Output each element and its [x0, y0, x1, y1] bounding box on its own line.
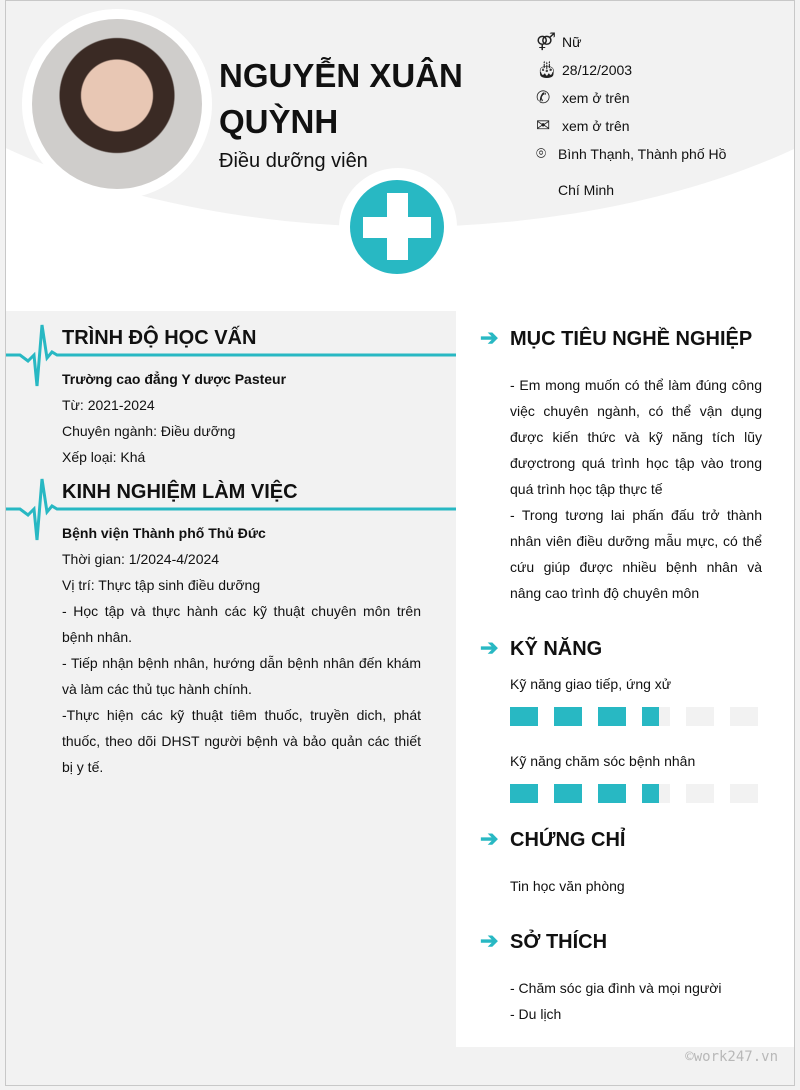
contact-text: xem ở trên [562, 118, 630, 134]
arrow-right-icon: ➔ [480, 635, 499, 660]
contact-text: Bình Thạnh, Thành phố Hồ Chí Minh [558, 146, 727, 198]
objective-line: - Em mong muốn có thể làm đúng công việc chuyên ngành, có thể vận dụng được kiến thức và kỹ năng tích lũy đượctrong quá trình học tập vào trong quá trình học tập thực tế [510, 377, 762, 497]
section-title: TRÌNH ĐỘ HỌC VẤN [62, 327, 257, 349]
arrow-right-icon: ➔ [480, 826, 499, 851]
medical-cross-icon [350, 180, 444, 274]
name-line-1: NGUYỄN XUÂN [219, 57, 463, 94]
certificate-item: Tin học văn phòng [510, 878, 625, 894]
contact-phone [536, 89, 738, 117]
education-period: Từ: 2021-2024 [62, 397, 155, 413]
avatar [22, 9, 212, 199]
contact-birthday [536, 61, 738, 89]
skill-level-segment [510, 707, 538, 726]
section-title: MỤC TIÊU NGHỀ NGHIỆP [510, 328, 753, 350]
skill-level-segment [686, 784, 714, 803]
contact-address [536, 145, 738, 208]
experience-line: - Tiếp nhận bệnh nhân, hướng dẫn bệnh nhân đến khám và làm các thủ tục hành chính. [62, 655, 421, 697]
medical-cross-badge [339, 168, 457, 286]
skill-level-segment [598, 707, 626, 726]
skill-level-segment [642, 784, 670, 803]
contact-info [536, 33, 738, 208]
experience-position: Vị trí: Thực tập sinh điều dưỡng [62, 577, 261, 593]
watermark: ©work247.vn [685, 1049, 778, 1065]
skill-level-segment [510, 784, 538, 803]
name-line-2: QUỲNH [219, 103, 339, 140]
arrow-right-icon: ➔ [480, 928, 499, 953]
section-title: CHỨNG CHỈ [510, 829, 626, 851]
objective-line: - Trong tương lai phấn đấu trở thành nhân viên điều dưỡng mẫu mực, có thể cứu giúp được nhiều bệnh nhân và nâng cao trình độ chuyên môn [510, 507, 762, 601]
location-icon: ⌾ [536, 144, 547, 163]
education-body [62, 366, 421, 470]
left-column [6, 311, 456, 1047]
experience-line: -Thực hiện các kỹ thuật tiêm thuốc, truyền dich, phát thuốc, theo dõi DHST người bệnh và bảo quản các thiết bị y tế. [62, 707, 421, 775]
hobby-item: - Du lịch [510, 1006, 562, 1022]
school-name: Trường cao đẳng Y dược Pasteur [62, 371, 287, 387]
education-major: Chuyên ngành: Điều dưỡng [62, 423, 236, 439]
phone-icon: ✆ [536, 88, 551, 107]
profile-photo [32, 19, 202, 189]
contact-gender [536, 33, 738, 61]
skill-level-bar [510, 784, 762, 803]
job-title: Điều dưỡng viên [219, 150, 368, 172]
cv-page [5, 0, 795, 1086]
education-grade: Xếp loại: Khá [62, 449, 146, 465]
skill-level-segment [730, 784, 758, 803]
section-title: SỞ THÍCH [510, 931, 608, 953]
contact-text: Nữ [562, 34, 582, 50]
hobby-item: - Chăm sóc gia đình và mọi người [510, 980, 722, 996]
footer [6, 1047, 795, 1086]
full-name [219, 53, 463, 145]
skill-name: Kỹ năng giao tiếp, ứng xử [510, 676, 672, 692]
skill-name: Kỹ năng chăm sóc bệnh nhân [510, 753, 696, 769]
skill-level-segment [686, 707, 714, 726]
company-name: Bệnh viện Thành phố Thủ Đức [62, 525, 266, 541]
skill-level-bar [510, 707, 762, 726]
section-title: KỸ NĂNG [510, 638, 603, 660]
contact-text: xem ở trên [562, 90, 630, 106]
experience-body [62, 520, 421, 780]
arrow-right-icon: ➔ [480, 325, 499, 350]
experience-period: Thời gian: 1/2024-4/2024 [62, 551, 220, 567]
gender-icon: ⚤ [536, 32, 556, 51]
experience-line: - Học tập và thực hành các kỹ thuật chuyên môn trên bệnh nhân. [62, 603, 421, 645]
skill-level-segment [730, 707, 758, 726]
skill-level-segment [554, 784, 582, 803]
contact-text: 28/12/2003 [562, 62, 633, 78]
email-icon: ✉ [536, 116, 551, 135]
skill-level-segment [598, 784, 626, 803]
section-title: KINH NGHIỆM LÀM VIỆC [62, 481, 298, 503]
skill-level-segment [554, 707, 582, 726]
birthday-cake-icon: 🎂︎ [536, 60, 558, 79]
skill-level-segment [642, 707, 670, 726]
